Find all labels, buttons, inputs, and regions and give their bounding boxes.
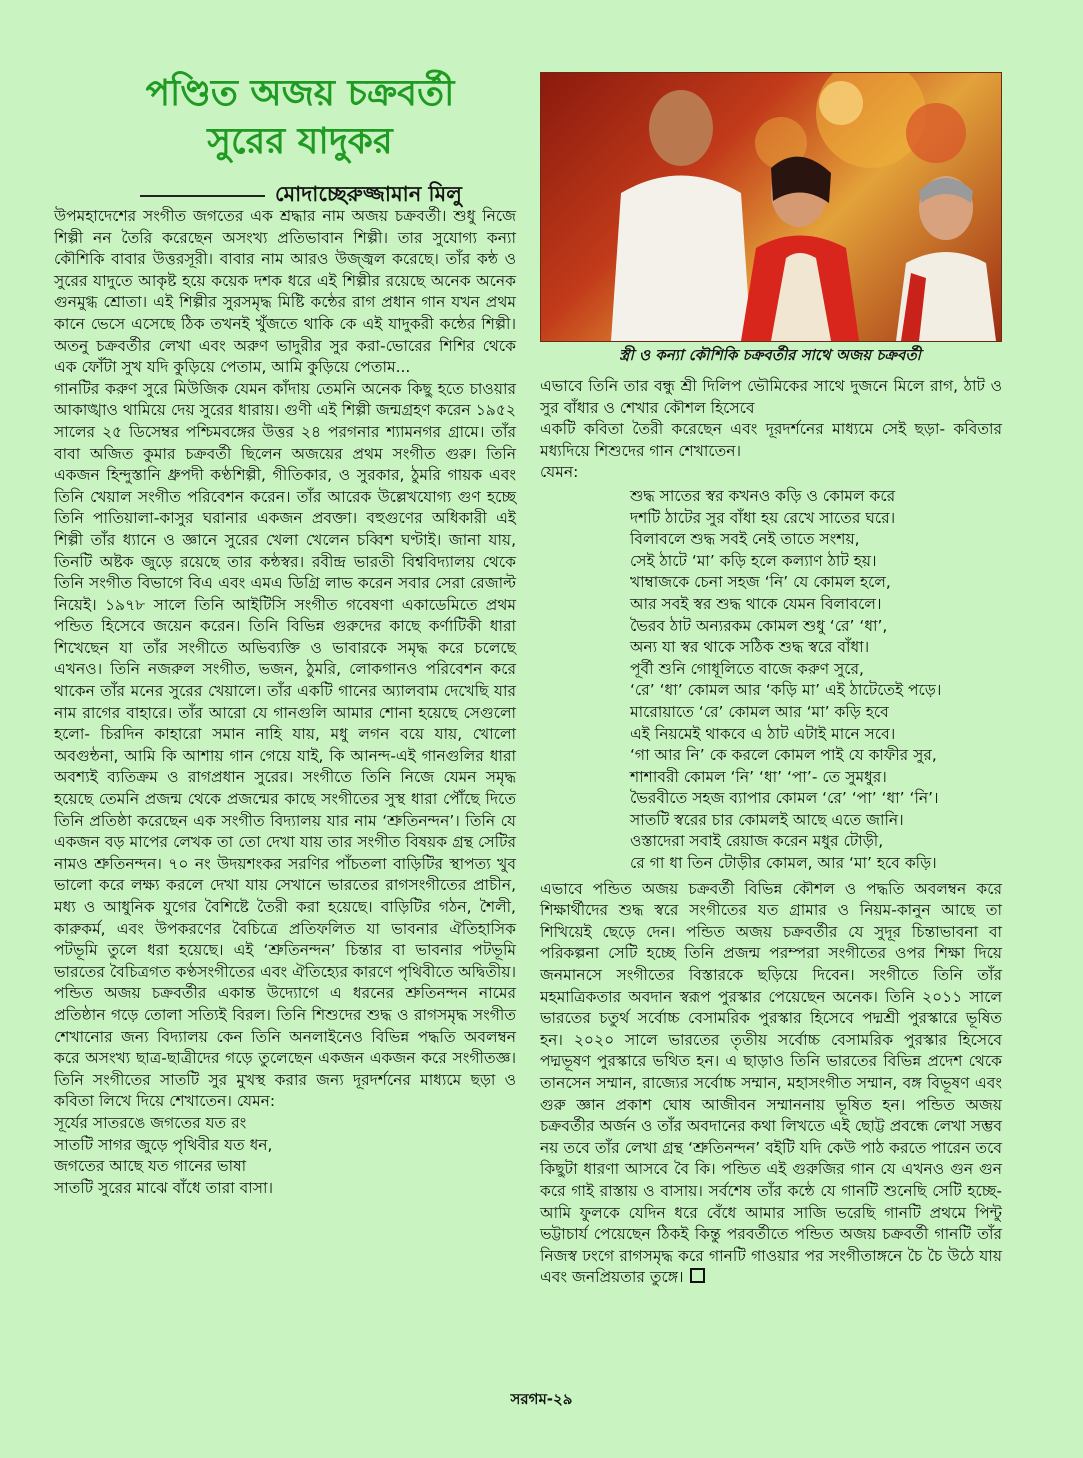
verse-line: সাতটি স্বরের চার কোমলই আছে এতে জানি।: [630, 810, 904, 829]
verse-line: অন্য যা স্বর থাকে সঠিক শুদ্ধ স্বরে বাঁধা।: [630, 638, 870, 657]
verse-line: আর সবই স্বর শুদ্ধ থাকে যেমন বিলাবলে।: [630, 594, 882, 613]
verse-line: ভৈরব ঠাট অন্যরকম কোমল শুধু ‘রে’ ‘ধা’,: [630, 616, 888, 635]
verse-line: সাতটি সুরের মাঝে বাঁধে তারা বাসা।: [54, 1178, 274, 1197]
photo-caption: স্ত্রী ও কন্যা কৌশিকি চক্রবর্তীর সাথে অজয় চক্রবর্তী: [619, 346, 921, 364]
verse-line: ‘রে’ ‘ধা’ কোমল আর ‘কড়ি মা’ এই ঠাটেতেই পড়ে।: [630, 681, 942, 700]
verse-line: খাম্বাজকে চেনা সহজ ‘নি’ যে কোমল হলে,: [630, 573, 891, 592]
right-paragraph-2: একটি কবিতা তৈরী করেছেন এবং দূরদর্শনের মাধ্যমে সেই ছড়া- কবিতার মধ্যদিয়ে শিশুদের গান শেখাতেন।: [540, 420, 1002, 460]
verse-line: ওস্তাদেরা সবাই রেয়াজ করেন মধুর টোড়ী,: [630, 832, 884, 851]
left-paragraph-1: উপমহাদেশের সংগীত জগতের এক শ্রদ্ধার নাম অজয় চক্রবর্তী। শুধু নিজে শিল্পী নন তৈরি করেছেন অসংখ্য প্রতিভাবান শিল্পী। তার সুযোগ্য কন্যা কৌশিকি বাবার উত্তরসূরী। বাবার নাম আরও উজ্জ্বল করেছে। তাঁর কন্ঠ ও সুরের যাদুতে আকৃষ্ট হয়ে কয়েক দশক ধরে এই শিল্পীর রয়েছে অনেক অনেক গুনমুগ্ধ শ্রোতা। এই শিল্পীর সুরসমৃদ্ধ মিষ্টি কন্ঠের রাগ প্রধান গান যখন প্রথম কানে ভেসে এসেছে ঠিক তখনই খুঁজতে থাকি কে এই যাদুকরী কন্ঠের শিল্পী। অতনু চক্রবর্তীর লেখা এবং অরুণ ভাদুরীর সুর করা-ভোরের শিশির থেকে এক ফোঁটা সুখ যদি কুড়িয়ে পেতাম, আমি কুড়িয়ে পেতাম...: [54, 207, 516, 377]
verse-line: সূর্যের সাতরঙে জগতের যত রং: [54, 1113, 247, 1132]
verse-line: রে গা ধা তিন টোড়ীর কোমল, আর ‘মা’ হবে কড়ি।: [630, 854, 937, 873]
left-verse: [54, 1113, 516, 1199]
verse-line: শাশাবরী কোমল ‘নি’ ‘ধা’ ‘পা’- তে সুমধুর।: [630, 767, 887, 786]
right-column: [540, 376, 1002, 1289]
verse-line: সাতটি সাগর জুড়ে পৃথিবীর যত ধন,: [54, 1135, 273, 1154]
left-column: [54, 206, 516, 1199]
author-name: মোদাচ্ছেরুজ্জামান মিলু: [275, 182, 462, 206]
verse-line: বিলাবলে শুদ্ধ সবই নেই তাতে সংশয়,: [630, 530, 860, 549]
end-of-article-icon: [690, 1268, 705, 1283]
right-paragraph-3: যেমন:: [540, 463, 579, 482]
photo-illustration: [541, 73, 1001, 341]
byline-rule: [140, 195, 265, 197]
right-paragraph-4: [540, 879, 1002, 1289]
title-line-2: সুরের যাদুকর: [207, 121, 393, 162]
verse-line: ‘গা আর নি’ কে করলে কোমল পাই যে কাফীর সুর,: [630, 746, 937, 765]
verse-line: মারোয়াতে ‘রে’ কোমল আর ‘মা’ কড়ি হবে: [630, 702, 889, 721]
article-title: [80, 70, 520, 166]
page-number: সরগম-২৯: [510, 1390, 573, 1408]
right-verse: [630, 486, 1002, 875]
verse-line: দশটি ঠাটের সুর বাঁধা হয় রেখে সাতের ঘরে।: [630, 508, 896, 527]
family-photo: [540, 72, 1002, 342]
verse-line: এই নিয়মেই থাকবে এ ঠাট এটাই মানে সবে।: [630, 724, 896, 743]
left-paragraph-2: গানটির করুণ সুরে মিউজিক যেমন কাঁদায় তেমনি অনেক কিছু হতে চাওয়ার আকাঙ্খাও থামিয়ে দেয় সুরের ধারায়। গুণী এই শিল্পী জন্মগ্রহণ করেন ১৯৫২ সালের ২৫ ডিসেম্বর পশ্চিমবঙ্গের উত্তর ২৪ পরগনার শ্যামনগর গ্রামে। তাঁর বাবা অজিত কুমার চক্রবর্তী ছিলেন অজয়ের প্রথম সংগীত গুরু। তিনি একজন হিন্দুস্তানি ধ্রুপদী কণ্ঠশিল্পী, গীতিকার, ও সুরকার, ঠুমরি গায়ক এবং তিনি খেয়াল সংগীত পরিবেশন করেন। তাঁর আরেক উল্লেখযোগ্য গুণ হচ্ছে তিনি পাতিয়ালা-কাসুর ঘরানার একজন প্রবক্তা। বহুগুণের অধিকারী এই শিল্পী তাঁর ধ্যানে ও জ্ঞানে সুরের খেলা খেলেন চব্বিশ ঘণ্টাই। জানা যায়, তিনটি অষ্টক জুড়ে রয়েছে তার কন্ঠস্বর। রবীন্দ্র ভারতী বিশ্ববিদ্যালয় থেকে তিনি সংগীত বিভাগে বিএ এবং এমএ ডিগ্রি লাভ করেন সবার সেরা রেজাল্ট নিয়েই। ১৯৭৮ সালে তিনি আইটিসি সংগীত গবেষণা একাডেমিতে প্রথম পন্ডিত হিসেবে জয়েন করেন। তিনি বিভিন্ন গুরুদের কাছে কর্ণাটিকী ধারা শিখেছেন যা তাঁর সংগীতে অভিব্যক্তি ও ভাবারকে সমৃদ্ধ করে চলেছে এখনও। তিনি নজরুল সংগীত, ভজন, ঠুমরি, লোকগানও পরিবেশন করে থাকেন তাঁর মনের সুরের খেয়ালে। তাঁর একটি গানের অ্যালবাম দেখেছি যার নাম রাগের বাহারে। তাঁর আরো যে গানগুলি আমার শোনা হয়েছে সেগুলো হলো- চিরদিন কাহারো সমান নাহি যায়, মধু লগন বয়ে যায়, খোলো অবগুন্ঠনা, আমি কি আশায় গান গেয়ে যাই, কি আনন্দ-এই গানগুলির ধারা অবশ্যই ব্যতিক্রম ও রাগপ্রধান সুরের। সংগীতে তিনি নিজে যেমন সমৃদ্ধ হয়েছে তেমনি প্রজন্ম থেকে প্রজন্মের কাছে সংগীতের সুস্থ ধারা পৌঁছে দিতে তিনি প্রতিষ্ঠা করেছেন এক সংগীত বিদ্যালয় যার নাম ‘শ্রুতিনন্দন’। তিনি যে একজন বড় মাপের লেখক তা তো দেখা যায় তার সংগীত বিষয়ক গ্রন্থ সেটির নামও শ্রুতিনন্দন। ৭০ নং উদয়শংকর সরণির পাঁচতলা বাড়িটির স্থাপত্য খুব ভালো করে লক্ষ্য করলে দেখা যায় সেখানে ভারতের রাগসংগীতের প্রাচীন, মধ্য ও আধুনিক যুগের বৈশিষ্টে তৈরী করা হয়েছে। বাড়িটির গঠন, শৈলী, কারুকর্ম, এবং উপকরণের বৈচিত্রে প্রতিফলিত যা ভাবনার ঐতিহাসিক পটভূমি তুলে ধরা হয়েছে। এই ‘শ্রুতিনন্দন’ চিন্তার বা ভাবনার পটভূমি ভারতের বৈচিত্রগত কণ্ঠসংগীতের এবং ঐতিহ্যের কারণে পৃথিবীতে অদ্বিতীয়। পন্ডিত অজয় চক্রবর্তীর একান্ত উদ্যোগে এ ধরনের শ্রুতিনন্দন নামের প্রতিষ্ঠান গড়ে তোলা সত্যিই বিরল। তিনি শিশুদের শুদ্ধ ও রাগসমৃদ্ধ সংগীত শেখানোর জন্য বিদ্যালয় কেন তিনি অনলাইনেও বিভিন্ন পদ্ধতি অবলম্বন করে অসংখ্য ছাত্র-ছাত্রীদের গড়ে তুলেছেন একজন একজন করে সংগীতজ্ঞ। তিনি সংগীতের সাতটি সুর মুখস্থ করার জন্য দূরদর্শনের মাধ্যমে ছড়া ও কবিতা লিখে দিয়ে শেখাতেন। যেমন:: [54, 379, 516, 1111]
right-paragraph-1: এভাবে তিনি তার বন্ধু শ্রী দিলিপ ভৌমিকের সাথে দুজনে মিলে রাগ, ঠাট ও সুর বাঁধার ও শেখার কৌশল হিসেবে: [540, 377, 1002, 417]
title-line-1: পণ্ডিত অজয় চক্রবর্তী: [145, 73, 455, 114]
verse-line: সেই ঠাটে ‘মা’ কড়ি হলে কল্যাণ ঠাট হয়।: [630, 551, 877, 570]
verse-line: ভৈরবীতে সহজ ব্যাপার কোমল ‘রে’ ‘পা’ ‘ধা’ ‘নি’।: [630, 789, 939, 808]
verse-line: জগতের আছে যত গানের ভাষা: [54, 1157, 247, 1176]
right-paragraph-4-text: এভাবে পন্ডিত অজয় চক্রবর্তী বিভিন্ন কৌশল ও পদ্ধতি অবলম্বন করে শিক্ষার্থীদের শুদ্ধ স্বরে সংগীতের যত গ্রামার ও নিয়ম-কানুন আছে তা শিখিয়েই ছেড়ে দেন। পন্ডিত অজয় চক্রবর্তীর যে সুদূর চিন্তাভাবনা বা পরিকল্পনা সেটি হচ্ছে তিনি প্রজন্ম পরম্পরা সংগীতের ওপর শিক্ষা দিয়ে জনমানসে সংগীতের বিস্তারকে ছড়িয়ে দিবেন। সংগীতে তিনি তাঁর মহমাত্রিকতার অবদান স্বরূপ পুরস্কার পেয়েছেন অনেক। তিনি ২০১১ সালে ভারতের চতুর্থ সর্বোচ্চ বেসামরিক পুরস্কার হিসেবে পদ্মশ্রী পুরস্কারে ভূষিত হন। ২০২০ সালে ভারতের তৃতীয় সর্বোচ্চ বেসামরিক পুরস্কার হিসেবে পদ্মভূষণ পুরস্কারে ভথিত হন। এ ছাড়াও তিনি ভারতের বিভিন্ন প্রদেশ থেকে তানসেন সম্মান, রাজ্যের সর্বোচ্চ সম্মান, মহাসংগীত সম্মান, বঙ্গ বিভূষণ এবং গুরু জ্ঞান প্রকাশ ঘোষ আজীবন সম্মাননায় ভূষিত হন। পন্ডিত অজয় চক্রবর্তীর অর্জন ও তাঁর অবদানের কথা লিখতে এই ছোট্ট প্রবন্ধে লেখা সম্ভব নয় তবে তাঁর লেখা গ্রন্থ ‘শ্রুতিনন্দন’ বইটি যদি কেউ পাঠ করতে পারেন তবে কিছুটা ধারণা আসবে বৈ কি। পন্ডিত এই গুরুজির গান যে এখনও গুন গুন করে গাই রাস্তায় ও বাসায়। সর্বশেষ তাঁর কন্ঠে যে গানটি শুনেছি সেটি হচ্ছে- আমি ফুলকে যেদিন ধরে বেঁধে আমার সাজি ভরেছি গানটি প্রথমে পিন্টু ভট্টাচার্য পেয়েছেন ঠিকই কিন্তু পরবর্তীতে পন্ডিত অজয় চক্রবর্তী গানটি তাঁর নিজস্ব ঢংগে রাগসমৃদ্ধ করে গানটি গাওয়ার পর সংগীতাঙ্গনে চৈ চৈ উঠে যায় এবং জনপ্রিয়তার তুঙ্গে।: [540, 879, 1002, 1287]
verse-line: পূর্বী শুনি গোধূলিতে বাজে করুণ সুরে,: [630, 659, 864, 678]
verse-line: শুদ্ধ সাতের স্বর কখনও কড়ি ও কোমল করে: [630, 486, 896, 505]
